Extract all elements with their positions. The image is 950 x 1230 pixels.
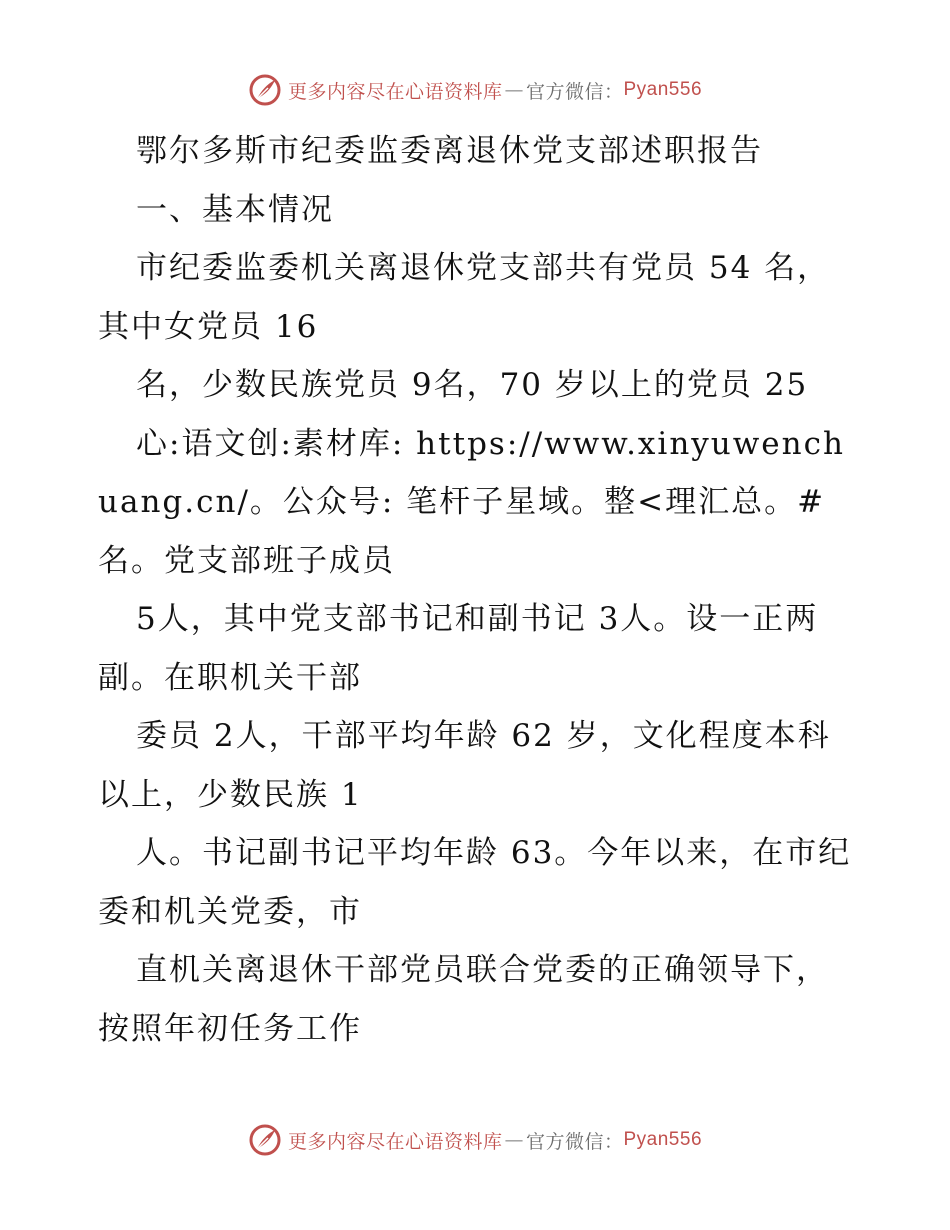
body-paragraph: 心:语文创:素材库: https://www.xinyuwenchuang.cn/。公众号: 笔杆子星域。整<理汇总。#名。党支部班子成员 [98,425,845,579]
watermark-text: 更多内容尽在心语资料库 [287,80,503,103]
header-watermark [0,70,950,110]
feather-quill-logo-icon [248,1123,282,1157]
body-paragraph: 直机关离退休干部党员联合党委的正确领导下，按照年初任务工作 [98,952,829,1047]
body-paragraph: 人。书记副书记平均年龄 63。今年以来，在市纪委和机关党委，市 [98,835,852,930]
watermark-separator: — [504,79,524,101]
body-paragraph: 委员 2人，干部平均年龄 62 岁，文化程度本科以上，少数民族 1 [98,718,831,813]
feather-quill-logo-icon [248,73,282,107]
document-title: 鄂尔多斯市纪委监委离退休党支部述职报告 [136,133,763,169]
watermark-separator: — [504,1129,524,1151]
watermark-text: 更多内容尽在心语资料库 [287,1130,503,1153]
section-heading: 一、基本情况 [136,191,334,228]
watermark-contact-code: Pyan556 [623,1129,703,1150]
body-paragraph: 市纪委监委机关离退休党支部共有党员 54 名，其中女党员 16 [98,250,831,345]
body-paragraph: 5人，其中党支部书记和副书记 3人。设一正两副。在职机关干部 [98,601,819,696]
watermark-contact-label: 官方微信： [525,80,624,103]
body-paragraph: 名，少数民族党员 9名，70 岁以上的党员 25 [136,367,809,403]
watermark-contact-code: Pyan556 [623,79,703,100]
footer-watermark [0,1120,950,1160]
document-body [98,122,858,1058]
watermark-contact-label: 官方微信： [525,1130,624,1153]
